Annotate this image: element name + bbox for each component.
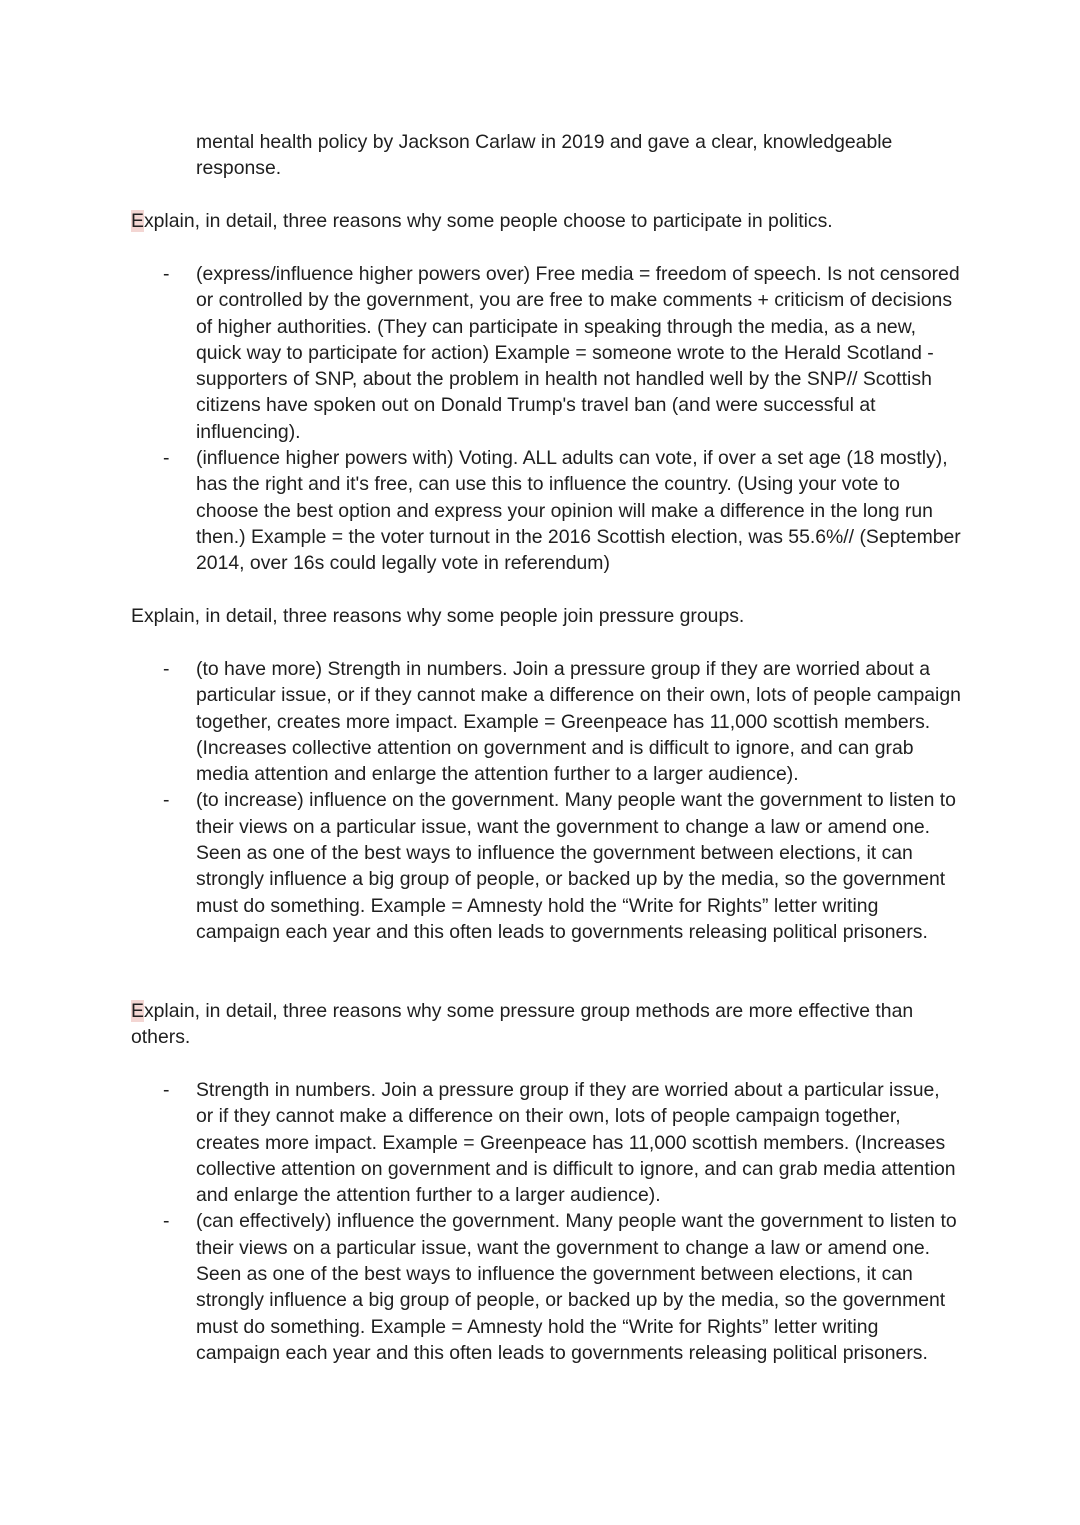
answer-list xyxy=(131,656,961,945)
dash-bullet: - xyxy=(163,1210,170,1233)
dash-bullet: - xyxy=(163,658,170,680)
list-item xyxy=(131,1208,961,1366)
dash-bullet: - xyxy=(163,1079,170,1101)
answer-list xyxy=(131,261,961,577)
list-item xyxy=(131,1077,961,1208)
answer-text: (to have more) Strength in numbers. Join a pressure group if they are worried about a particular issue, or if they cannot make a difference on their own, lots of people campaign together, creates more impact. Example = Greenpeace has 11,000 scottish members. (Increases collective attention on government and is difficult to ignore, and can grab media attention and enlarge the attention further to a larger audience). xyxy=(196,658,961,786)
list-item xyxy=(131,261,961,445)
answer-text: (can effectively) influence the government. Many people want the government to listen to their views on a particular issue, want the government to change a law or amend one. Seen as one of the best ways to influence the government between elections, it can strongly influence a big group of people, or backed up by the media, so the government must do something. Example = Amnesty hold the “Write for Rights” letter writing campaign each year and this often leads to governments releasing political prisoners. xyxy=(196,1210,957,1364)
comment-highlight[interactable]: E xyxy=(131,210,144,232)
question-heading xyxy=(131,208,961,234)
comment-highlight[interactable]: E xyxy=(131,1000,144,1022)
question-text: xplain, in detail, three reasons why some pressure group methods are more effective than others. xyxy=(131,1000,914,1049)
question-text: xplain, in detail, three reasons why some people choose to participate in politics. xyxy=(143,210,833,232)
dash-bullet: - xyxy=(163,789,170,812)
answer-list xyxy=(131,1077,961,1366)
list-item xyxy=(131,445,961,576)
question-text: xplain, in detail, three reasons why some people join pressure groups. xyxy=(143,605,745,627)
question-heading xyxy=(131,603,961,629)
question-heading xyxy=(131,998,961,1051)
list-item xyxy=(131,656,961,787)
answer-text: (influence higher powers with) Voting. ALL adults can vote, if over a set age (18 mostly), has the right and it's free, can use this to influence the country. (Using your vote to choose the best option and express your opinion will make a difference in the long run then.) Example = the voter turnout in the 2016 Scottish election, was 55.6%// (September 2014, over 16s could legally vote in referendum) xyxy=(196,447,961,575)
answer-text: (express/influence higher powers over) Free media = freedom of speech. Is not censored or controlled by the government, you are free to make comments + criticism of decisions of higher authorities. (They can participate in speaking through the media, as a new, quick way to participate for action) Example = someone wrote to the Herald Scotland - supporters of SNP, about the problem in health not handled well by the SNP// Scottish citizens have spoken out on Donald Trump's travel ban (and were successful at influencing). xyxy=(196,263,960,443)
dash-bullet: - xyxy=(163,263,170,285)
continuation-paragraph: mental health policy by Jackson Carlaw in 2019 and gave a clear, knowledgeable response. xyxy=(196,131,893,180)
answer-text: Strength in numbers. Join a pressure group if they are worried about a particular issue, or if they cannot make a difference on their own, lots of people campaign together, creates more impact. Example = Greenpeace has 11,000 scottish members. (Increases collective attention on government and is difficult to ignore, and can grab media attention and enlarge the attention further to a larger audience). xyxy=(196,1079,956,1207)
answer-text: (to increase) influence on the government. Many people want the government to listen to their views on a particular issue, want the government to change a law or amend one. Seen as one of the best ways to influence the government between elections, it can strongly influence a big group of people, or backed up by the media, so the government must do something. Example = Amnesty hold the “Write for Rights” letter writing campaign each year and this often leads to governments releasing political prisoners. xyxy=(196,789,956,943)
list-item xyxy=(131,787,961,945)
dash-bullet: - xyxy=(163,447,170,470)
question-first-letter: E xyxy=(131,605,144,627)
